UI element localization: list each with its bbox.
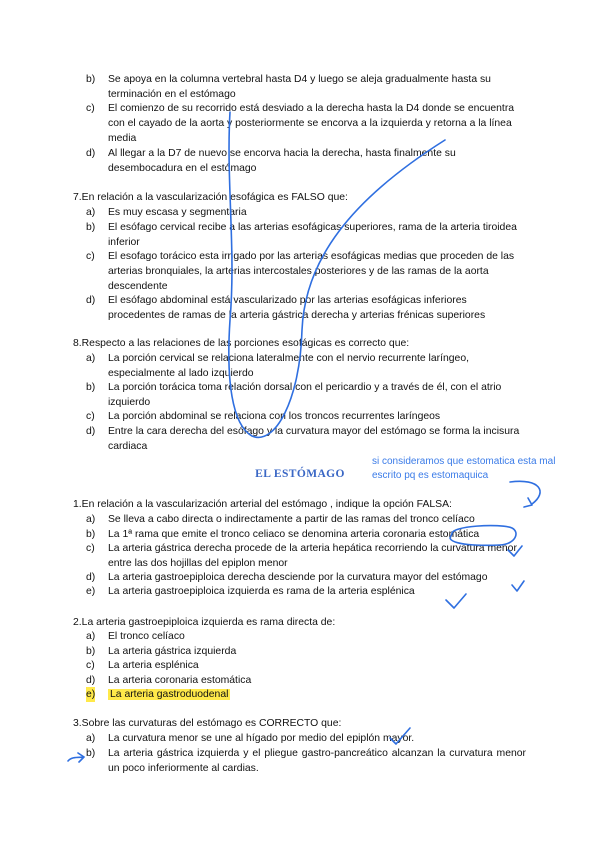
- s2-option-d: d) La arteria coronaria estomática: [86, 675, 252, 686]
- s2-option-b: b) La arteria gástrica izquierda: [86, 646, 237, 657]
- highlighted-answer: La arteria gastroduodenal: [110, 689, 229, 700]
- option-b: b) Se apoya en la columna vertebral hasta D4 y luego se aleja gradualmente hasta su terminación en el estómago: [86, 72, 526, 102]
- s3-option-b: b) La arteria gástrica izquierda y el pliegue gastro-pancreático alcanzan la curvatura menor un poco inferiormente al cardias.: [86, 748, 526, 774]
- s2-option-c: c) La arteria esplénica: [86, 660, 199, 671]
- option-d: d) Al llegar a la D7 de nuevo se encorva hacia la derecha, hasta finalmente su desembocadura en el estómago: [86, 146, 526, 176]
- s2-option-e-highlighted: e) La arteria gastroduodenal: [86, 689, 229, 700]
- s3-option-a: a) La curvatura menor se une al hígado por medio del epiplón mayor.: [86, 733, 415, 744]
- q7-option-c: c) El esofago torácico esta irrigado por las arterias esofágicas medias que proceden de las arterias bronquiales, la arterias intercostales posteriores y de las ramas de la aorta descendente: [86, 251, 515, 292]
- q8-option-d: d) Entre la cara derecha del esófago y la curvatura mayor del estómago se forma la incisura cardiaca: [86, 426, 520, 452]
- question-7-title: 7.En relación a la vascularización esofágica es FALSO que:: [73, 192, 348, 203]
- question-8-title: 8.Respecto a las relaciones de las porciones esofágicas es correcto que:: [73, 338, 410, 349]
- section-title: EL ESTÓMAGO: [255, 468, 345, 480]
- ink-arrow-left: [68, 753, 84, 762]
- q7-option-b: b) El esófago cervical recibe a las arterias esofágicas superiores, rama de la arteria tiroidea inferior: [86, 222, 517, 248]
- option-text: El comienzo de su recorrido está desviado a la derecha hasta la D4 donde se encuentra con el cayado de la aorta y posteriormente se encorva a la izquierda y retorna a la línea media: [108, 103, 515, 144]
- option-text: Se apoya en la columna vertebral hasta D4 y luego se aleja gradualmente hasta su terminación en el estómago: [108, 74, 491, 100]
- option-c: c) El comienzo de su recorrido está desviado a la derecha hasta la D4 donde se encuentra con el cayado de la aorta y posteriormente se encorva a la izquierda y retorna a la línea media: [86, 101, 526, 146]
- handwritten-note: si consideramos que estomatica esta mal escrito pq es estomaquica: [372, 456, 556, 481]
- stomach-question-1-title: 1.En relación a la vascularización arterial del estómago , indique la opción FALSA:: [73, 499, 452, 510]
- s1-option-a: a) Se lleva a cabo directa o indirectamente a partir de las ramas del tronco celíaco: [86, 514, 475, 525]
- q7-option-d: d) El esófago abdominal está vascularizado por las arterias esofágicas inferiores procedentes de ramas de la arteria gástrica derecha y arterias frénicas superiores: [86, 295, 486, 321]
- s1-option-b: b) La 1ª rama que emite el tronco celiaco se denomina arteria coronaria estomática: [86, 529, 480, 540]
- stomach-question-2-title: 2.La arteria gastroepiploica izquierda es rama directa de:: [73, 617, 336, 628]
- s1-option-e: e) La arteria gastroepiploica izquierda es rama de la arteria esplénica: [86, 586, 415, 597]
- q7-option-a: a) Es muy escasa y segmentaria: [86, 207, 247, 218]
- s1-option-c: c) La arteria gástrica derecha procede de la arteria hepática recorriendo la curvatura menor entre las dos hojillas del epiplon menor: [86, 543, 517, 569]
- s2-option-a: a) El tronco celíaco: [86, 631, 185, 642]
- q8-option-a: a) La porción cervical se relaciona lateralmente con el nervio recurrente laríngeo, especialmente al lado izquierdo: [86, 353, 469, 379]
- stomach-question-3-title: 3.Sobre las curvaturas del estómago es CORRECTO que:: [73, 718, 342, 729]
- q8-option-b: b) La porción torácica toma relación dorsal con el pericardio y a través de él, con el atrio izquierdo: [86, 382, 502, 408]
- option-text: Al llegar a la D7 de nuevo se encorva hacia la derecha, hasta finalmente su desembocadura en el estómago: [108, 148, 456, 174]
- q8-option-c: c) La porción abdominal se relaciona con los troncos recurrentes laríngeos: [86, 411, 441, 422]
- s1-option-d: d) La arteria gastroepiploica derecha desciende por la curvatura mayor del estómago: [86, 572, 488, 583]
- ink-arrow-to-note: [510, 481, 540, 507]
